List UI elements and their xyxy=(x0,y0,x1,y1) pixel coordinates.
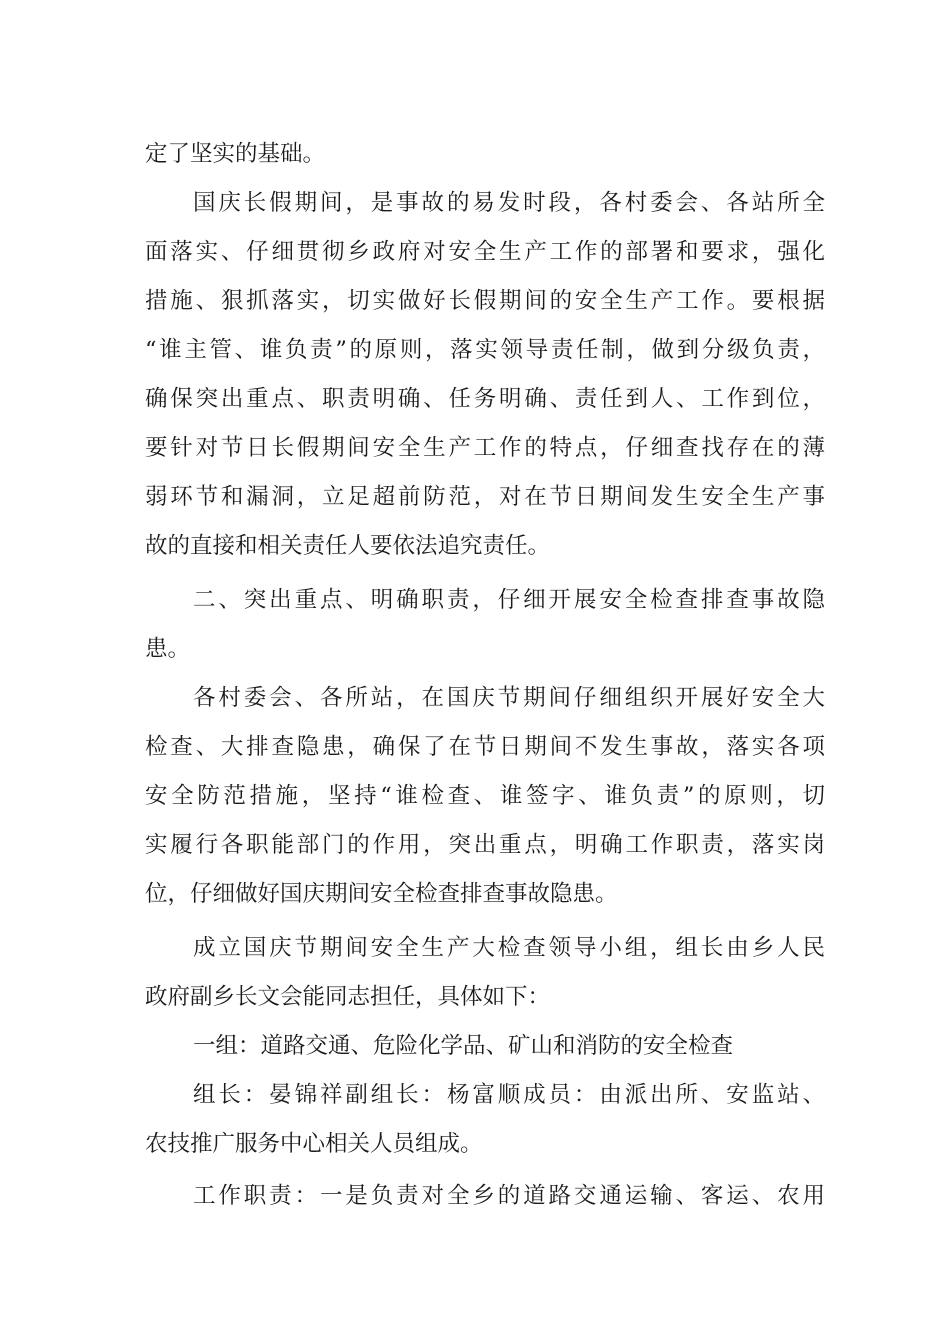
group-heading-line: 一组：道路交通、危险化学品、矿山和消防的安全检查 xyxy=(193,1033,734,1059)
paragraph-line: 成立国庆节期间安全生产大检查领导小组，组长由乡人民 xyxy=(193,935,825,961)
paragraph-line: 国庆长假期间，是事故的易发时段，各村委会、各站所全 xyxy=(193,190,825,216)
paragraph-line: 定了坚实的基础。 xyxy=(145,141,326,167)
paragraph-line: 实履行各职能部门的作用，突出重点，明确工作职责，落实岗 xyxy=(145,832,825,858)
paragraph-line: 要针对节日长假期间安全生产工作的特点，仔细查找存在的薄 xyxy=(145,435,825,461)
paragraph-line: 政府副乡长文会能同志担任，具体如下： xyxy=(145,984,551,1010)
paragraph-line: 各村委会、各所站，在国庆节期间仔细组织开展好安全大 xyxy=(193,685,825,711)
paragraph-line: 检查、大排查隐患，确保了在节日期间不发生事故，落实各项 xyxy=(145,734,825,760)
paragraph-line: 面落实、仔细贯彻乡政府对安全生产工作的部署和要求，强化 xyxy=(145,239,825,265)
paragraph-line: 故的直接和相关责任人要依法追究责任。 xyxy=(145,533,551,559)
paragraph-line: 措施、狠抓落实，切实做好长假期间的安全生产工作。要根据 xyxy=(145,288,825,314)
paragraph-line: 确保突出重点、职责明确、任务明确、责任到人、工作到位， xyxy=(145,386,825,412)
paragraph-line: 安全防范措施，坚持“谁检查、谁签字、谁负责”的原则，切 xyxy=(145,783,825,809)
paragraph-line: 农技推广服务中心相关人员组成。 xyxy=(145,1131,483,1157)
paragraph-line: 弱环节和漏洞，立足超前防范，对在节日期间发生安全生产事 xyxy=(145,484,825,510)
section-heading-line: 二、突出重点、明确职责，仔细开展安全检查排查事故隐 xyxy=(193,587,825,613)
paragraph-line: 组长：晏锦祥副组长：杨富顺成员：由派出所、安监站、 xyxy=(193,1082,825,1108)
section-heading-line: 患。 xyxy=(145,636,191,662)
paragraph-line: 工作职责：一是负责对全乡的道路交通运输、客运、农用 xyxy=(193,1183,825,1209)
paragraph-line: 位，仔细做好国庆期间安全检查排查事故隐患。 xyxy=(145,881,618,907)
paragraph-line: “谁主管、谁负责”的原则，落实领导责任制，做到分级负责， xyxy=(145,337,825,363)
